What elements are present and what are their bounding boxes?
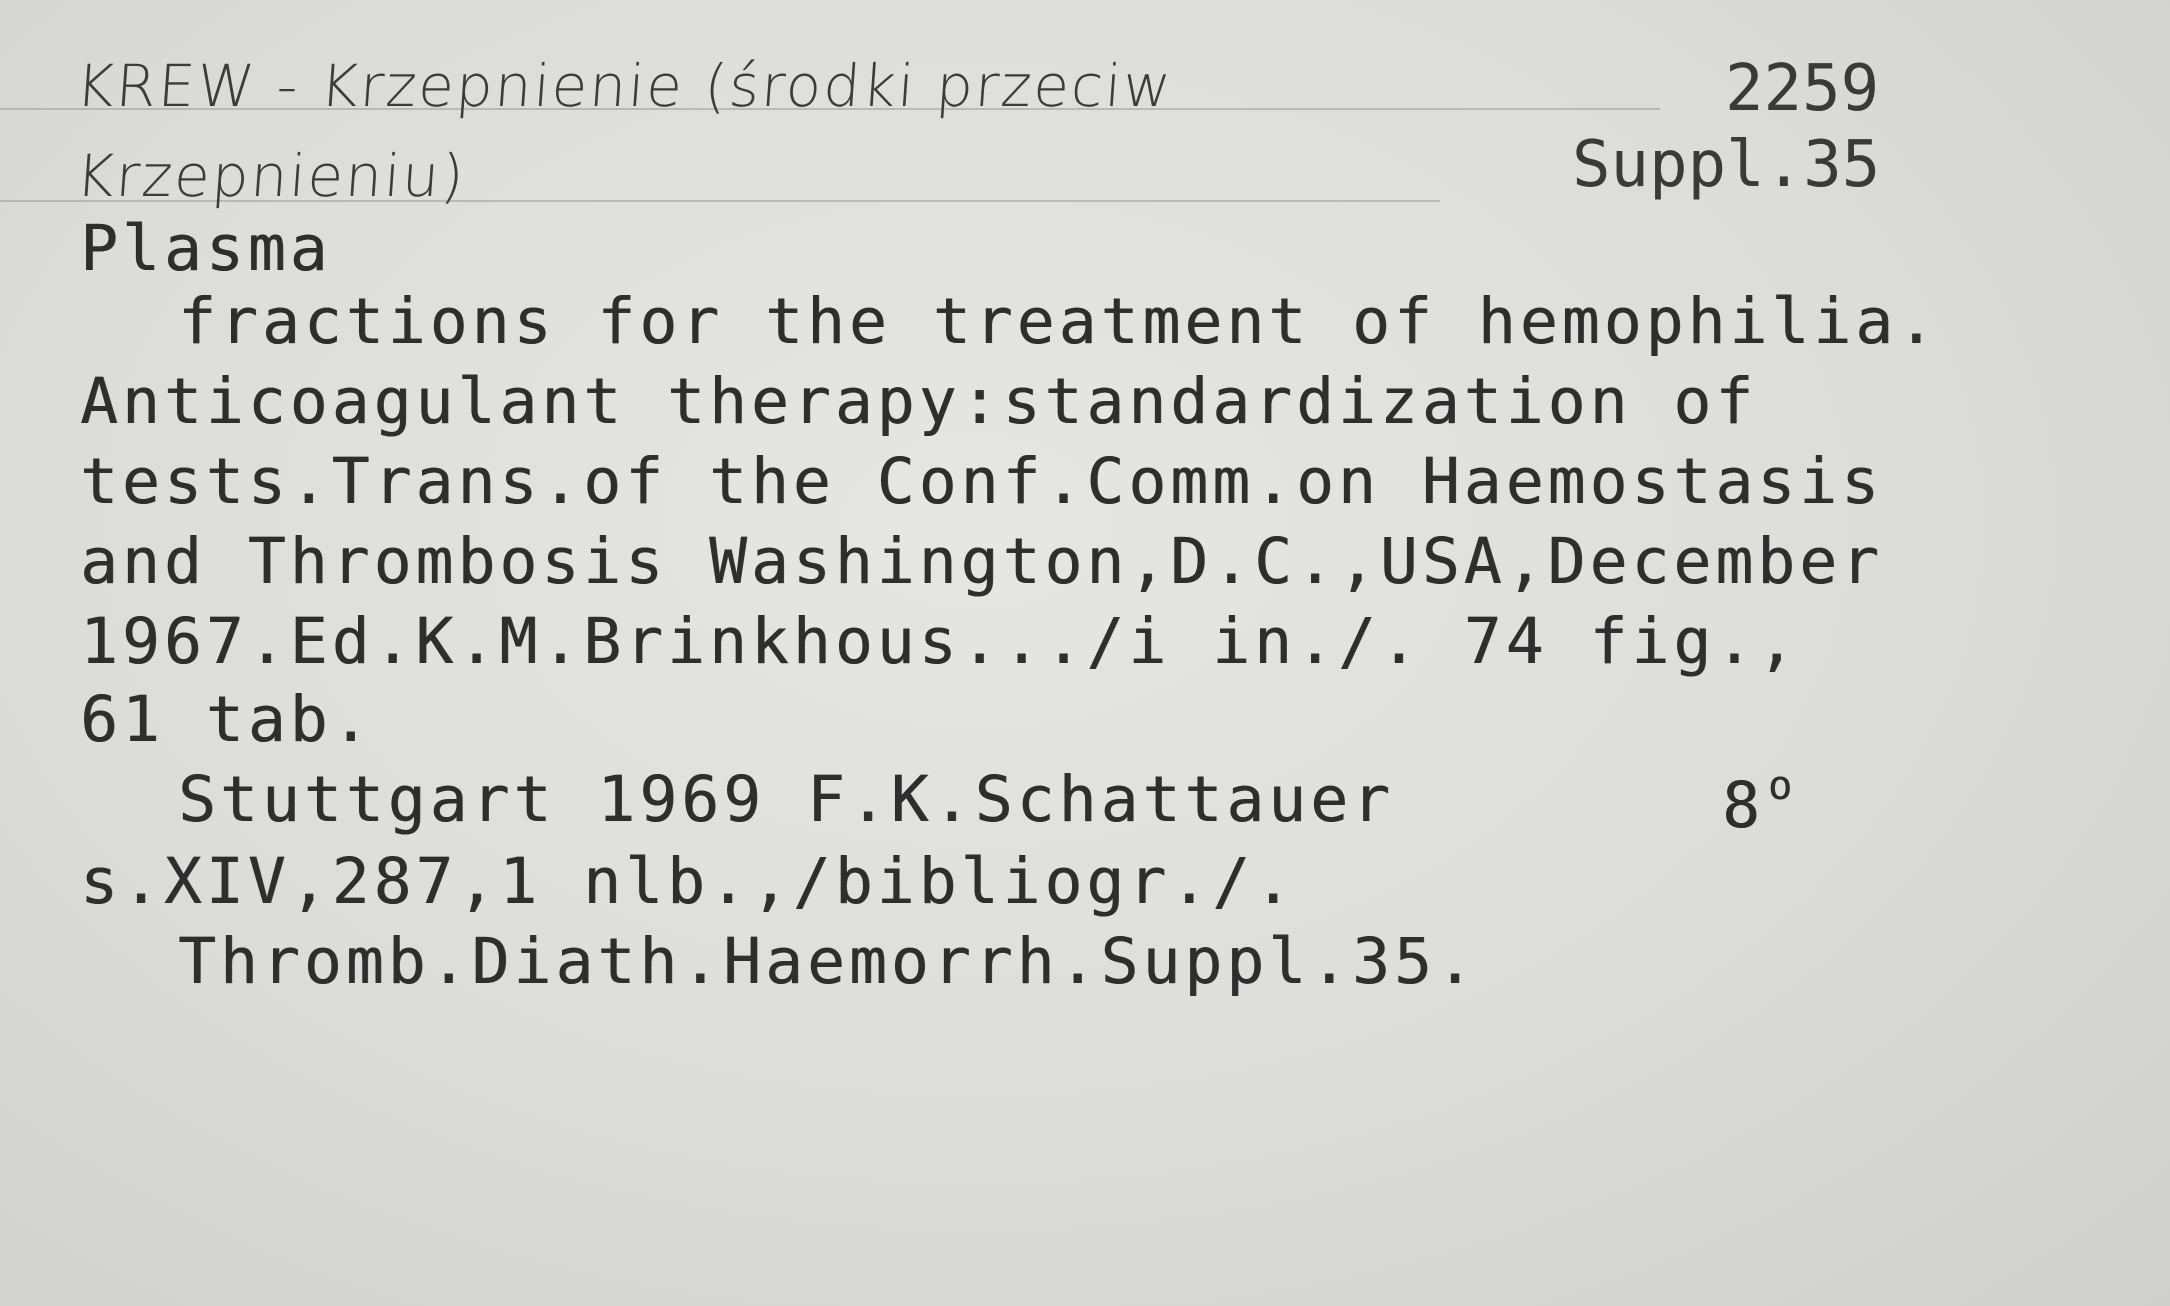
subject-heading-line-2: Krzepnieniu) bbox=[73, 142, 469, 210]
entry-line: Anticoagulant therapy:standardization of bbox=[80, 365, 1758, 438]
series-line: Thromb.Diath.Haemorrh.Suppl.35. bbox=[178, 925, 1478, 998]
format-superscript: o bbox=[1767, 763, 1797, 809]
format-mark bbox=[1722, 763, 1796, 842]
pagination-line: s.XIV,287,1 nlb.,/bibliogr./. bbox=[80, 845, 1296, 918]
series-mark: Suppl.35 bbox=[1572, 128, 1881, 202]
entry-line: 1967.Ed.K.M.Brinkhous.../i in./. 74 fig., bbox=[80, 605, 1800, 678]
catalog-number: 2259 bbox=[1725, 52, 1880, 126]
format-base: 8 bbox=[1722, 769, 1764, 842]
publication-line: Stuttgart 1969 F.K.Schattauer bbox=[178, 763, 1394, 836]
subject-heading-line-1: KREW - Krzepnienie (środki przeciw bbox=[73, 52, 1175, 120]
entry-line: 61 tab. bbox=[80, 683, 374, 756]
entry-line: fractions for the treatment of hemophilia. bbox=[178, 285, 1940, 358]
entry-line: and Thrombosis Washington,D.C.,USA,December bbox=[80, 525, 1883, 598]
entry-title: Plasma bbox=[80, 212, 332, 285]
entry-line: tests.Trans.of the Conf.Comm.on Haemostasis bbox=[80, 445, 1883, 518]
